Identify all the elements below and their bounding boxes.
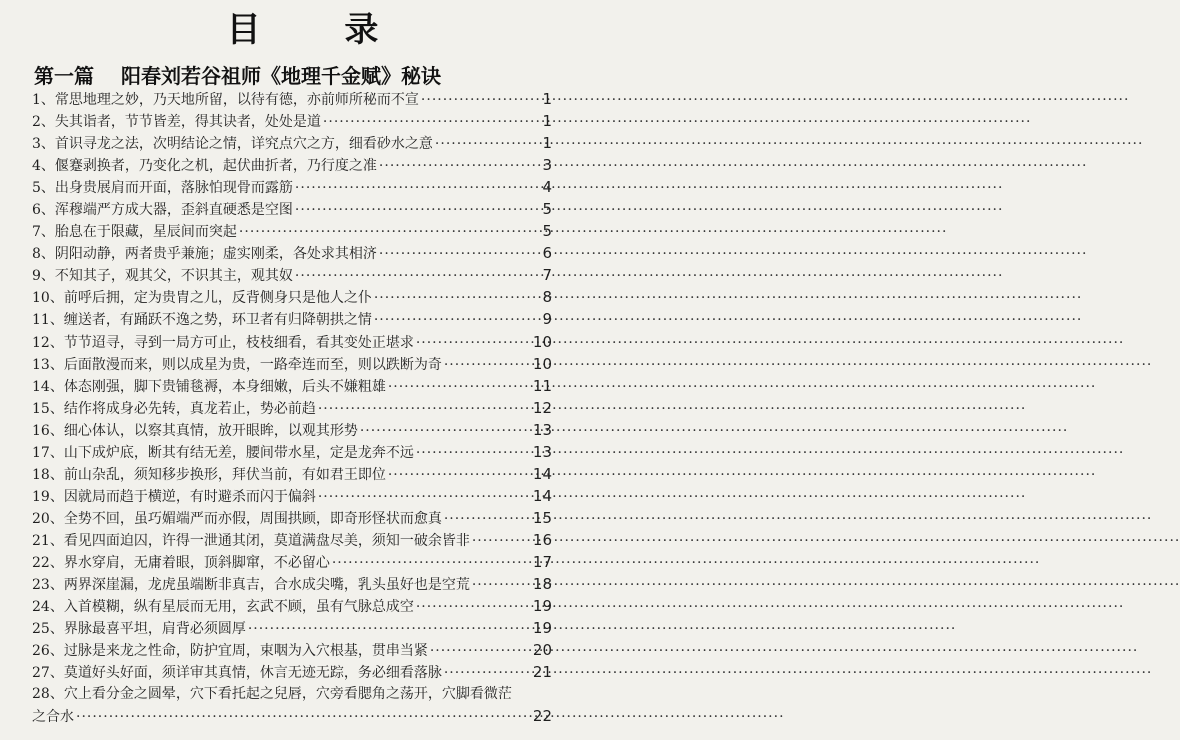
entry-page-number: 13: [532, 420, 552, 439]
toc-entry[interactable]: [32, 242, 552, 264]
dot-leader: [416, 332, 531, 354]
dot-leader: [379, 155, 541, 177]
entry-number: 9、: [32, 268, 55, 285]
dot-leader: [332, 552, 531, 574]
entry-page-number: 12: [532, 398, 552, 417]
toc-entry[interactable]: [32, 683, 552, 727]
entry-text-continued: 之合水: [32, 709, 74, 726]
toc-entry[interactable]: [32, 463, 552, 485]
entry-page-number: 10: [532, 354, 552, 373]
entry-number: 24、: [32, 599, 64, 616]
dot-leader: [416, 596, 531, 618]
dot-leader: [295, 265, 541, 287]
entry-text: 结作将成身必先转，真龙若止，势必前趋: [63, 400, 316, 417]
entry-number: 27、: [32, 665, 64, 682]
entry-number: 8、: [32, 246, 55, 263]
entry-text: 后面散漫而来，则以成星为贵，一路牵连而至，则以跌断为奇: [63, 356, 442, 373]
entry-page-number: 19: [532, 619, 552, 638]
entry-text: 细心体认，以察其真情，放开眼眸，以观其形势: [63, 422, 358, 439]
entry-number: 4、: [32, 158, 55, 175]
entry-page-number: 1: [542, 112, 552, 131]
toc-entry[interactable]: [32, 88, 552, 110]
entry-number: 16、: [32, 422, 64, 439]
entry-page-number: 16: [532, 530, 552, 549]
entry-text: 胎息在于限藏，星辰间而突起: [54, 224, 237, 241]
dot-leader: [374, 309, 541, 331]
entry-page-number: 11: [532, 376, 552, 395]
section-heading: [34, 60, 441, 89]
toc-entry[interactable]: [32, 441, 552, 463]
entry-text: 两界深崖漏，龙虎虽端断非真吉，合水成尖嘴，乳头虽好也是空荒: [63, 577, 470, 594]
entry-page-number: 14: [532, 486, 552, 505]
dot-leader: [318, 398, 531, 420]
entry-page-number: 7: [542, 266, 552, 285]
section-label: 第一篇: [34, 64, 94, 88]
dot-leader: [295, 199, 541, 221]
entry-page-number: 8: [542, 288, 552, 307]
entry-page-number: 5: [542, 200, 552, 219]
entry-text: 出身贵展肩而开面，落脉怕现骨而露筋: [54, 180, 293, 197]
entry-number: 21、: [32, 532, 64, 549]
entry-page-number: 5: [542, 222, 552, 241]
toc-entry[interactable]: [32, 661, 552, 683]
entry-number: 1、: [32, 92, 55, 108]
dot-leader: [472, 574, 531, 596]
entry-text: 入首模糊，纵有星辰而无用，玄武不顾，虽有气脉总成空: [63, 599, 414, 616]
entry-page-number: 22: [532, 707, 552, 726]
toc-entry[interactable]: [32, 154, 552, 176]
dot-leader: [421, 89, 541, 111]
entry-number: 20、: [32, 510, 64, 527]
entry-number: 23、: [32, 577, 64, 594]
toc-entry[interactable]: [32, 485, 552, 507]
toc-entry[interactable]: [32, 110, 552, 132]
toc-entry[interactable]: [32, 551, 552, 573]
entry-number: 5、: [32, 180, 55, 197]
entry-page-number: 20: [532, 641, 552, 660]
entry-text: 山下成炉底，断其有结无差，腰间带水星，定是龙奔不远: [63, 444, 414, 461]
toc-entry[interactable]: [32, 397, 552, 419]
entry-text: 全势不回，虽巧媚端严而亦假，周围拱顾，即奇形怪状而愈真: [63, 510, 442, 527]
toc-entry[interactable]: [32, 198, 552, 220]
entry-number: 2、: [32, 114, 55, 131]
entry-page-number: 21: [532, 663, 552, 682]
entry-number: 10、: [32, 290, 64, 307]
entry-page-number: 17: [532, 552, 552, 571]
entry-number: 22、: [32, 554, 64, 571]
entry-text: 偃蹇剥换者，乃变化之机，起伏曲折者，乃行度之准: [54, 158, 377, 175]
section-title: 阳春刘若谷祖师《地理千金赋》秘诀: [120, 64, 441, 88]
entry-text: 前呼后拥，定为贵胄之儿，反背侧身只是他人之仆: [63, 290, 372, 307]
entry-text: 缠送者，有踊跃不逸之势，环卫者有归降朝拱之情: [63, 312, 372, 329]
dot-leader: [239, 221, 541, 243]
entry-number: 3、: [32, 136, 55, 153]
entry-page-number: 10: [532, 332, 552, 351]
entry-page-number: 15: [532, 508, 552, 527]
toc-entry[interactable]: [32, 375, 552, 397]
entry-page-number: 9: [542, 310, 552, 329]
entry-text: 常思地理之妙，乃天地所留，以待有德，亦前师所秘而不宣: [54, 92, 419, 108]
toc-entry[interactable]: [32, 308, 552, 330]
dot-leader: [430, 640, 531, 662]
entry-text: 阴阳动静，两者贵乎兼施；虚实刚柔，各处求其相济: [54, 246, 377, 263]
entry-number: 15、: [32, 400, 64, 417]
entry-text: 节节迢寻，寻到一局方可止，枝枝细看，看其变处正堪求: [63, 334, 414, 351]
entry-text: 前山杂乱，须知移步换形，拜伏当前，有如君王即位: [63, 466, 386, 483]
toc-entry[interactable]: [32, 595, 552, 617]
entry-page-number: 13: [532, 442, 552, 461]
dot-leader: [472, 530, 531, 552]
entry-page-number: 3: [542, 156, 552, 175]
entry-number: 26、: [32, 643, 64, 660]
entry-page-number: 1: [542, 134, 552, 153]
entry-number: 6、: [32, 202, 55, 219]
toc-entry[interactable]: [32, 220, 552, 242]
entry-number: 28、: [32, 686, 64, 703]
dot-leader: [388, 464, 531, 486]
entry-number: 7、: [32, 224, 55, 241]
toc-entry[interactable]: [32, 419, 552, 441]
toc-entry[interactable]: [32, 176, 552, 198]
dot-leader: [435, 133, 541, 155]
entry-number: 13、: [32, 356, 64, 373]
entry-number: 25、: [32, 621, 64, 638]
toc-entry[interactable]: [32, 331, 552, 353]
toc-entry[interactable]: [32, 639, 552, 661]
toc-entry[interactable]: [32, 617, 552, 639]
entry-number: 11、: [32, 312, 64, 329]
toc-entry[interactable]: [32, 132, 552, 154]
dot-leader: [76, 706, 531, 728]
entry-number: 14、: [32, 378, 64, 395]
entry-number: 17、: [32, 444, 64, 461]
toc-list: [0, 88, 605, 727]
entry-text: 体态刚强，脚下贵铺毯褥，本身细嫩，后头不嫌粗雄: [63, 378, 386, 395]
toc-entry[interactable]: [32, 264, 552, 286]
dot-leader: [379, 243, 541, 265]
toc-entry[interactable]: [32, 529, 552, 551]
entry-text: 因就局而趋于横逆，有时避杀而闪于偏斜: [63, 488, 316, 505]
entry-text: 穴上看分金之圆晕，穴下看托起之兒唇，穴旁看腮角之荡开，穴脚看微茫: [63, 686, 512, 703]
dot-leader: [323, 111, 541, 133]
dot-leader: [444, 508, 531, 530]
entry-page-number: 18: [532, 575, 552, 594]
toc-entry[interactable]: [32, 507, 552, 529]
dot-leader: [295, 177, 541, 199]
entry-text: 莫道好头好面，须详审其真情，休言无迹无踪，务必细看落脉: [63, 665, 442, 682]
dot-leader: [416, 442, 531, 464]
entry-text: 界水穿肩，无庸着眼，顶斜脚窜，不必留心: [63, 554, 330, 571]
entry-page-number: 19: [532, 597, 552, 616]
dot-leader: [318, 486, 531, 508]
dot-leader: [360, 420, 531, 442]
entry-text: 看见四面迫囚，许得一泄通其闭，莫道满盘尽美，须知一破余皆非: [63, 532, 470, 549]
entry-text: 失其诣者，节节皆差，得其诀者，处处是道: [54, 114, 321, 131]
entry-number: 18、: [32, 466, 64, 483]
entry-text: 过脉是来龙之性命，防护宜周，束咽为入穴根基，贯串当紧: [63, 643, 428, 660]
entry-number: 19、: [32, 488, 64, 505]
entry-number: 12、: [32, 334, 64, 351]
toc-entry[interactable]: [32, 353, 552, 375]
dot-leader: [388, 376, 531, 398]
dot-leader: [248, 618, 531, 640]
entry-page-number: 1: [542, 90, 552, 108]
entry-text: 界脉最喜平坦，肩背必须圆厚: [63, 621, 246, 638]
entry-page-number: 14: [532, 464, 552, 483]
entry-page-number: 6: [542, 244, 552, 263]
page-title: 目 录: [226, 10, 415, 50]
toc-entry[interactable]: [32, 573, 552, 595]
entry-text: 不知其子，观其父，不识其主，观其奴: [54, 268, 293, 285]
entry-text: 浑穆端严方成大器，歪斜直硬悉是空图: [54, 202, 293, 219]
entry-text: 首识寻龙之法，次明结论之情，详究点穴之方，细看砂水之意: [54, 136, 433, 153]
dot-leader: [444, 354, 531, 376]
dot-leader: [444, 662, 531, 684]
entry-page-number: 4: [542, 178, 552, 197]
dot-leader: [374, 287, 541, 309]
toc-entry[interactable]: [32, 286, 552, 308]
